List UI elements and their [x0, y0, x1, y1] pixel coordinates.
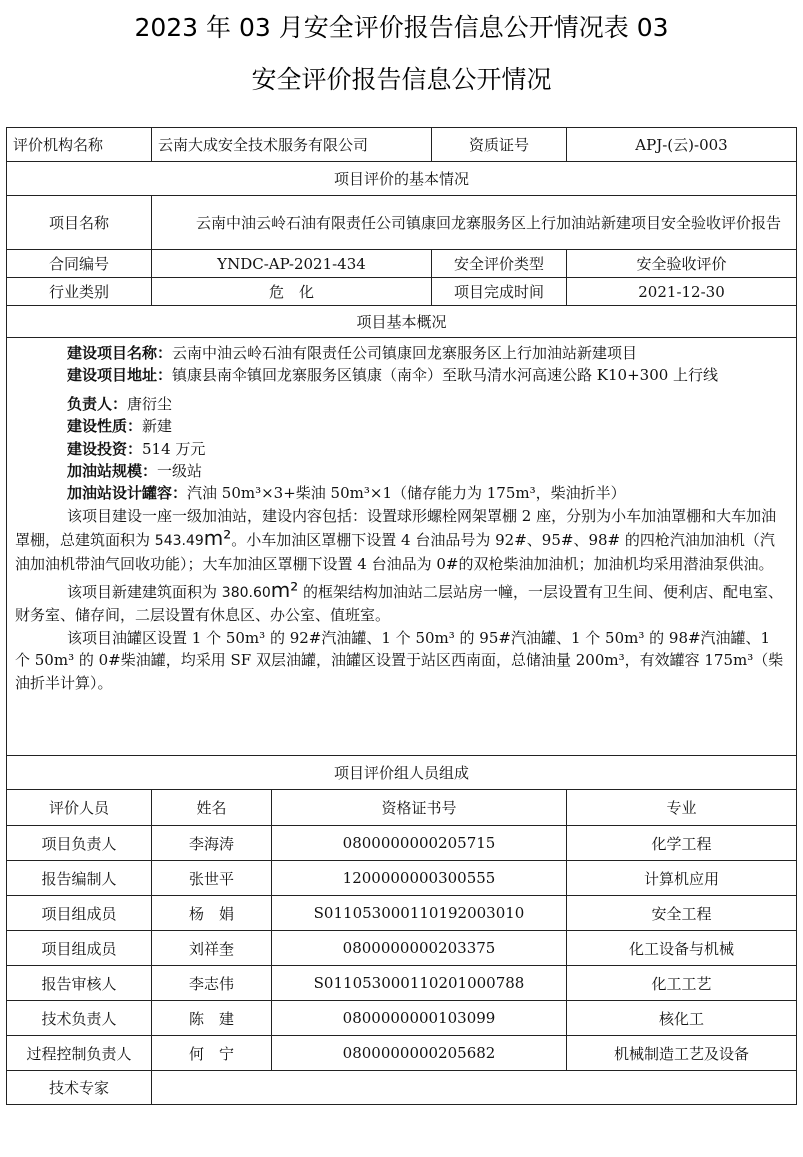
team-role: 项目组成员: [7, 896, 152, 931]
eval-type-label: 安全评价类型: [432, 250, 567, 278]
team-row: [7, 896, 797, 931]
overview-investment-value: 514 万元: [142, 439, 206, 458]
team-major: 安全工程: [567, 896, 797, 931]
report-header-title: 2023 年 03 月安全评价报告信息公开情况表 03: [134, 13, 669, 42]
done-time-label: 项目完成时间: [432, 278, 567, 306]
expert-row: [7, 1071, 797, 1105]
team-major: 化学工程: [567, 826, 797, 861]
header-cert: 资格证书号: [272, 790, 567, 826]
team-major: 机械制造工艺及设备: [567, 1036, 797, 1071]
overview-nature-key: 建设性质：: [67, 417, 143, 436]
overview-capacity-value: 汽油 50m³×3+柴油 50m³×1（储存能力为 175m³，柴油折半）: [187, 484, 626, 503]
team-cert: 1200000000300555: [272, 861, 567, 896]
header-role: 评价人员: [7, 790, 152, 826]
team-row: [7, 861, 797, 896]
overview-name-value: 云南中油云岭石油有限责任公司镇康回龙寨服务区上行加油站新建项目: [172, 344, 638, 362]
area-value-2: 380.60: [221, 585, 271, 602]
team-name: 李志伟: [152, 966, 272, 1001]
project-name-row: [7, 196, 797, 250]
area-unit-2: m²: [270, 578, 299, 603]
overview-paragraph-2: 该项目新建建筑面积为 380.60m² 的框架结构加油站二层站房一幢，一层设置有卫生间、便利店、配电室、财务室、储存间，二层设置有休息区、办公室、值班室。: [15, 578, 784, 625]
overview-capacity-key: 加油站设计罐容：: [67, 484, 188, 503]
overview-address-key: 建设项目地址：: [67, 366, 173, 385]
basic-section-header: 项目评价的基本情况: [7, 162, 797, 196]
overview-scale-key: 加油站规模：: [67, 462, 158, 481]
overview-body: [7, 338, 797, 756]
project-name-value: 云南中油云岭石油有限责任公司镇康回龙寨服务区上行加油站新建项目安全验收评价报告: [152, 196, 797, 250]
industry-value: 危 化: [152, 278, 432, 306]
team-cert: 0800000000203375: [272, 931, 567, 966]
team-row: [7, 826, 797, 861]
org-value: 云南大成安全技术服务有限公司: [152, 128, 432, 162]
contract-row: [7, 250, 797, 278]
team-role: 报告审核人: [7, 966, 152, 1001]
header-name: 姓名: [152, 790, 272, 826]
team-name: 杨 娟: [152, 896, 272, 931]
team-row: [7, 931, 797, 966]
team-cert: 0800000000103099: [272, 1001, 567, 1036]
team-name: 陈 建: [152, 1001, 272, 1036]
area-unit-1: m²: [203, 526, 232, 551]
overview-investment-key: 建设投资：: [67, 439, 143, 458]
project-name-label: 项目名称: [7, 196, 152, 250]
team-role: 过程控制负责人: [7, 1036, 152, 1071]
team-major: 计算机应用: [567, 861, 797, 896]
team-row: [7, 966, 797, 1001]
team-major: 化工设备与机械: [567, 931, 797, 966]
expert-label: 技术专家: [7, 1071, 152, 1105]
team-role: 项目组成员: [7, 931, 152, 966]
cert-label: 资质证号: [432, 128, 567, 162]
area-value-1: 543.49: [154, 533, 204, 550]
team-name: 何 宁: [152, 1036, 272, 1071]
team-row: [7, 1036, 797, 1071]
industry-label: 行业类别: [7, 278, 152, 306]
overview-responsible-value: 唐衍尘: [127, 394, 173, 413]
team-name: 张世平: [152, 861, 272, 896]
team-section-header: 项目评价组人员组成: [7, 756, 797, 790]
contract-label: 合同编号: [7, 250, 152, 278]
disclosure-table: [6, 127, 797, 1105]
team-header-row: [7, 790, 797, 826]
contract-value: YNDC-AP-2021-434: [152, 250, 432, 278]
industry-row: [7, 278, 797, 306]
overview-name-key: 建设项目名称：: [67, 344, 173, 362]
overview-nature-value: 新建: [142, 417, 173, 436]
overview-address-value: 镇康县南伞镇回龙寨服务区镇康（南伞）至耿马清水河高速公路 K10+300 上行线: [172, 366, 719, 385]
overview-paragraph-3: 该项目油罐区设置 1 个 50m³ 的 92#汽油罐、1 个 50m³ 的 95#汽油罐、1 个 50m³ 的 98#汽油罐、1 个 50m³ 的 0#柴油罐，均采用 SF 双层油罐，油罐区设置于站区西南面，总储油量 200m³，有效罐容 175m³（柴油折半计算）。: [15, 628, 784, 692]
team-role: 技术负责人: [7, 1001, 152, 1036]
team-name: 李海涛: [152, 826, 272, 861]
overview-section-header: 项目基本概况: [7, 306, 797, 338]
done-time-value: 2021-12-30: [567, 278, 797, 306]
expert-value: [152, 1071, 797, 1105]
team-name: 刘祥奎: [152, 931, 272, 966]
header-major: 专业: [567, 790, 797, 826]
team-major: 核化工: [567, 1001, 797, 1036]
team-role: 项目负责人: [7, 826, 152, 861]
team-row: [7, 1001, 797, 1036]
overview-responsible-key: 负责人：: [67, 394, 128, 413]
eval-type-value: 安全验收评价: [567, 250, 797, 278]
team-cert: 0800000000205682: [272, 1036, 567, 1071]
cert-value: APJ-(云)-003: [567, 128, 797, 162]
org-label: 评价机构名称: [7, 128, 152, 162]
org-row: [7, 128, 797, 162]
overview-scale-value: 一级站: [157, 462, 203, 481]
overview-paragraph-1: 该项目建设一座一级加油站，建设内容包括：设置球形螺栓网架罩棚 2 座，分别为小车加油罩棚和大车加油罩棚，总建筑面积为 543.49m²。小车加油区罩棚下设置 4 台油品号为 92#、95#、98# 的四枪汽油加油机（汽油加油机带油气回收功能）；大车加油区罩棚下设置 4 台油品为 0#的双枪柴油加油机；加油机均采用潜油泵供油。: [15, 506, 777, 573]
overview-row: [7, 338, 797, 756]
team-cert: S011053000110201000788: [272, 966, 567, 1001]
team-cert: S011053000110192003010: [272, 896, 567, 931]
team-cert: 0800000000205715: [272, 826, 567, 861]
team-major: 化工工艺: [567, 966, 797, 1001]
page-title: 安全评价报告信息公开情况: [251, 65, 552, 94]
team-role: 报告编制人: [7, 861, 152, 896]
